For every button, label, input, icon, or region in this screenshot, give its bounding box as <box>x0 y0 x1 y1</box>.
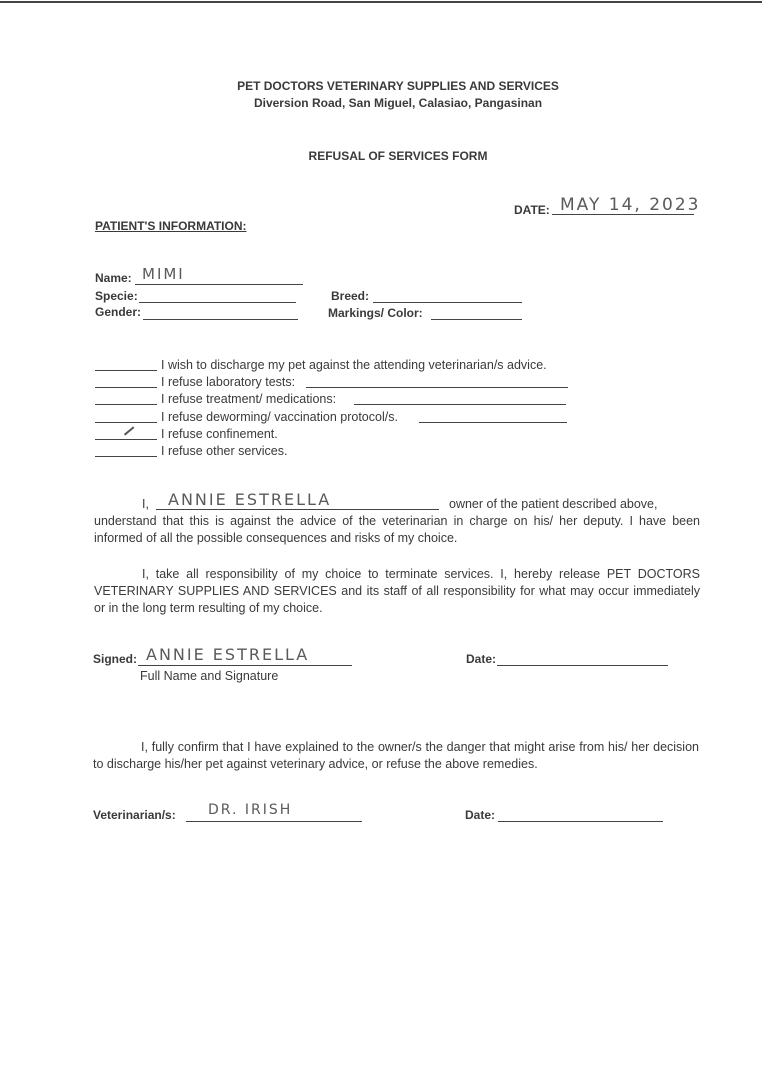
checkmark-icon <box>124 426 134 435</box>
signature-date-line <box>497 665 668 666</box>
medications-line <box>354 404 566 405</box>
veterinarian-date-line <box>498 821 663 822</box>
company-address: Diversion Road, San Miguel, Calasiao, Pangasinan <box>253 96 543 110</box>
specie-line <box>139 302 296 303</box>
statement-prefix: I, <box>142 497 149 511</box>
form-title: REFUSAL OF SERVICES FORM <box>308 149 488 163</box>
option-blank[interactable] <box>95 370 157 371</box>
gender-line <box>143 319 298 320</box>
option-blank[interactable] <box>95 422 157 423</box>
veterinarian-date-label: Date: <box>465 808 496 822</box>
option-text: I refuse treatment/ medications: <box>161 392 337 406</box>
signature-handwritten: ANNIE ESTRELLA <box>146 645 310 664</box>
gender-label: Gender: <box>95 305 142 319</box>
statement-body: understand that this is against the advice of the veterinarian in charge on his/ her deputy. I have been informed of all the possible consequences and risks of my choice. <box>94 514 700 545</box>
company-name: PET DOCTORS VETERINARY SUPPLIES AND SERVICES <box>237 79 559 93</box>
veterinarian-label: Veterinarian/s: <box>93 808 176 822</box>
signature-date-label: Date: <box>466 652 497 666</box>
patient-section-title: PATIENT'S INFORMATION: <box>95 219 247 233</box>
name-handwritten: MIMI <box>142 265 185 283</box>
signature-line <box>138 665 352 666</box>
option-text: I refuse laboratory tests: <box>161 375 296 389</box>
markings-label: Markings/ Color: <box>328 306 423 320</box>
veterinarian-line <box>186 821 362 822</box>
option-blank[interactable] <box>95 404 157 405</box>
release-paragraph: I, take all responsibility of my choice to terminate services. I, hereby release PET DOCTORS VETERINARY SUPPLIES AND SERVICES and its staff of all responsibility for what may occur immediately or in the long term resulting of my choice. <box>94 567 700 615</box>
deworming-line <box>419 422 567 423</box>
name-line <box>135 284 303 285</box>
signed-label: Signed: <box>93 652 137 666</box>
date-handwritten: MAY 14, 2023 <box>560 195 701 215</box>
markings-line <box>431 319 522 320</box>
statement-line1-suffix: owner of the patient described above, <box>449 497 658 511</box>
owner-name-handwritten: ANNIE ESTRELLA <box>168 490 332 509</box>
option-blank[interactable] <box>95 387 157 388</box>
option-text: I wish to discharge my pet against the attending veterinarian/s advice. <box>161 358 547 372</box>
name-label: Name: <box>95 271 132 285</box>
owner-name-line <box>156 509 439 510</box>
breed-label: Breed: <box>331 289 370 303</box>
breed-line <box>373 302 522 303</box>
date-label: DATE: <box>514 203 550 217</box>
confirmation-paragraph: I, fully confirm that I have explained to the owner/s the danger that might arise from his/ her decision to discharge his/her pet against veterinary advice, or refuse the above remedies. <box>93 740 699 771</box>
lab-tests-line <box>306 387 568 388</box>
scan-top-border <box>0 1 762 3</box>
option-text: I refuse deworming/ vaccination protocol/s. <box>161 410 398 424</box>
option-blank[interactable] <box>95 439 157 440</box>
signature-caption: Full Name and Signature <box>140 669 279 683</box>
option-text: I refuse other services. <box>161 444 288 458</box>
veterinarian-handwritten: DR. IRISH <box>208 802 293 818</box>
option-blank[interactable] <box>95 456 157 457</box>
specie-label: Specie: <box>95 289 138 303</box>
option-text: I refuse confinement. <box>161 427 278 441</box>
